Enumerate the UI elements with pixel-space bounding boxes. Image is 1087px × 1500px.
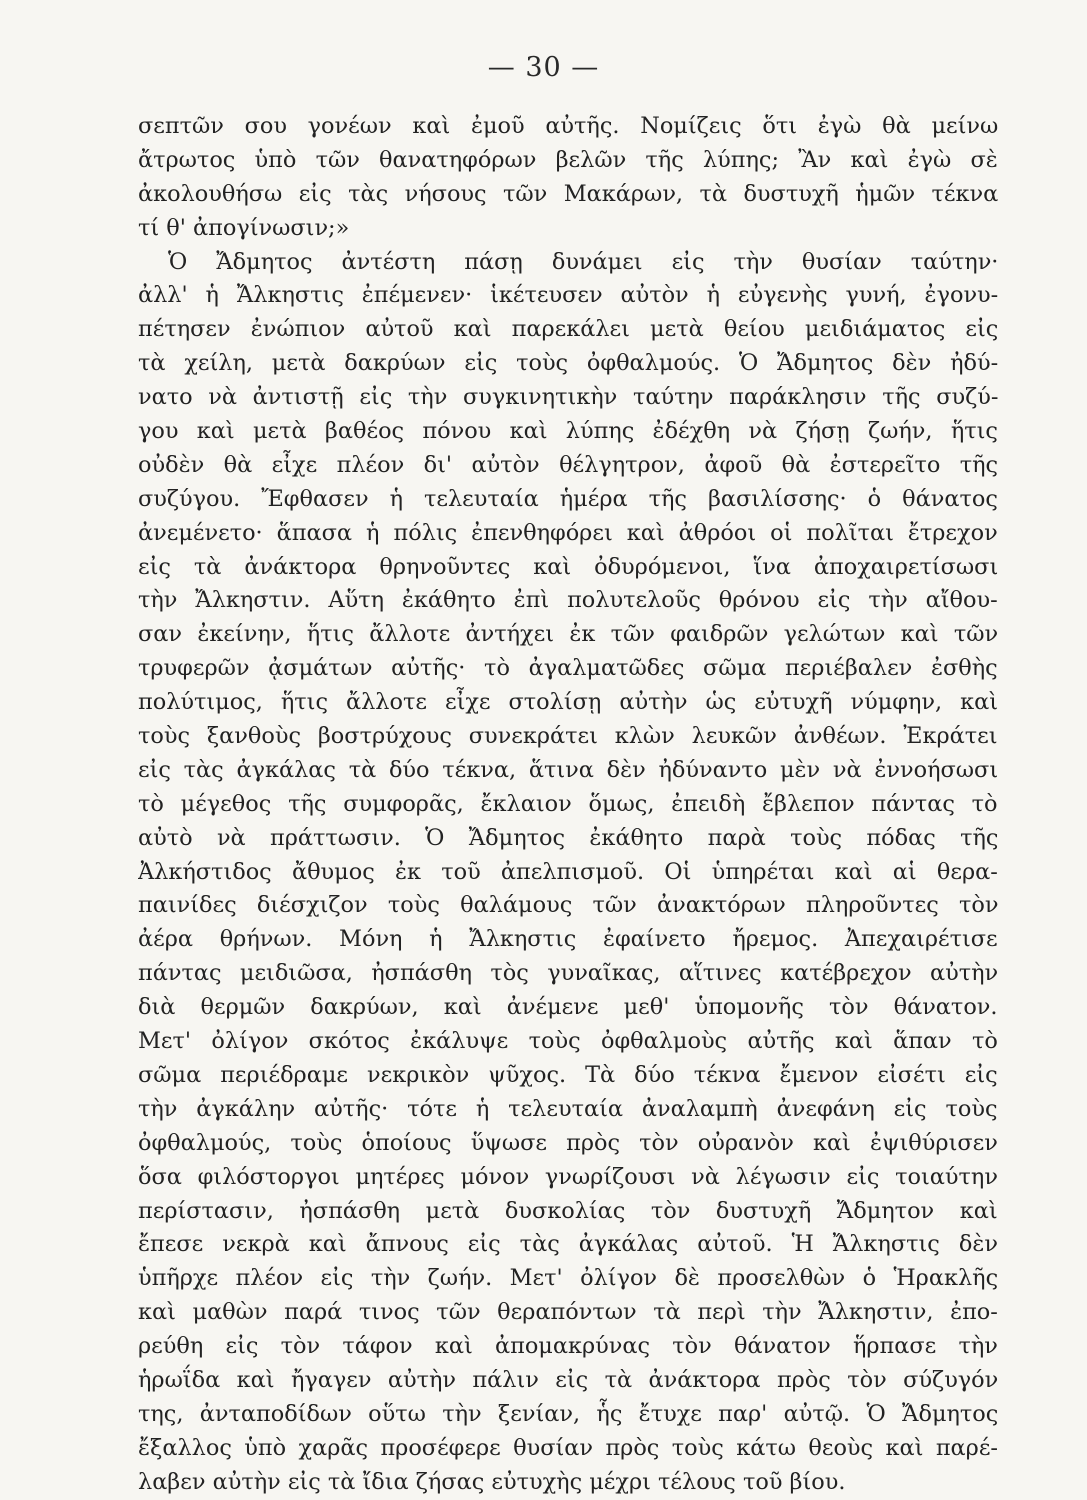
text-line: ὅσα φιλόστοργοι μητέρες μόνον γνωρίζουσι νὰ λέγωσιν εἰς τοιαύτην [138,1163,998,1190]
text-line: εἰς τὰς ἀγκάλας τὰ δύο τέκνα, ἅτινα δὲν ἠδύναντο μὲν νὰ ἐννοήσωσι [138,756,998,783]
text-line: νατο νὰ ἀντιστῇ εἰς τὴν συγκινητικὴν ταύτην παράκλησιν τῆς συζύ- [138,384,998,411]
text-line: καὶ μαθὼν παρά τινος τῶν θεραπόντων τὰ περὶ τὴν Ἄλκηστιν, ἐπο- [138,1299,998,1326]
text-line: ἀλλ' ἡ Ἄλκηστις ἐπέμενεν· ἱκέτευσεν αὐτὸν ἡ εὐγενὴς γυνή, ἐγονυ- [138,282,998,309]
text-line: της, ἀνταποδίδων οὕτω τὴν ξενίαν, ἧς ἔτυχε παρ' αὐτῷ. Ὁ Ἄδμητος [138,1400,998,1427]
text-line: ὑπῆρχε πλέον εἰς τὴν ζωήν. Μετ' ὀλίγον δὲ προσελθὼν ὁ Ἡρακλῆς [138,1265,998,1292]
text-line: οὐδὲν θὰ εἶχε πλέον δι' αὐτὸν θέλγητρον, ἀφοῦ θὰ ἐστερεῖτο τῆς [138,451,998,478]
text-line: σεπτῶν σου γονέων καὶ ἐμοῦ αὐτῆς. Νομίζεις ὅτι ἐγὼ θὰ μείνω [138,113,998,139]
text-line: συζύγου. Ἔφθασεν ἡ τελευταία ἡμέρα τῆς βασιλίσσης· ὁ θάνατος [138,485,998,512]
text-line: τὴν ἀγκάλην αὐτῆς· τότε ἡ τελευταία ἀναλαμπὴ ἀνεφάνη εἰς τοὺς [138,1095,998,1122]
text-line: εἰς τὰ ἀνάκτορα θρηνοῦντες καὶ ὀδυρόμενοι, ἵνα ἀποχαιρετίσωσι [138,553,998,580]
text-line: ἀνεμένετο· ἅπασα ἡ πόλις ἐπενθηφόρει καὶ ἀθρόοι οἱ πολῖται ἔτρεχον [138,519,998,546]
text-line: παινίδες διέσχιζον τοὺς θαλάμους τῶν ἀνακτόρων πληροῦντες τὸν [138,892,998,919]
text-line: ἀκολουθήσω εἰς τὰς νήσους τῶν Μακάρων, τὰ δυστυχῆ ἡμῶν τέκνα [138,180,998,207]
text-line: σαν ἐκείνην, ἥτις ἄλλοτε ἀντήχει ἐκ τῶν φαιδρῶν γελώτων καὶ τῶν [138,621,998,648]
text-line: ὀφθαλμούς, τοὺς ὁποίους ὕψωσε πρὸς τὸν οὐρανὸν καὶ ἐψιθύρισεν [138,1129,998,1156]
text-line: λαβεν αὐτὴν εἰς τὰ ἴδια ζήσας εὐτυχὴς μέχρι τέλους τοῦ βίου. [138,1468,846,1495]
text-line: τί θ' ἀπογίνωσιν;» [138,214,350,241]
text-line: ρεύθη εἰς τὸν τάφον καὶ ἀπομακρύνας τὸν θάνατον ἥρπασε τὴν [138,1333,998,1360]
text-line: γου καὶ μετὰ βαθέος πόνου καὶ λύπης ἐδέχθη νὰ ζήσῃ ζωήν, ἥτις [138,418,998,445]
text-line: τοὺς ξανθοὺς βοστρύχους συνεκράτει κλὼν λευκῶν ἀνθέων. Ἐκράτει [138,723,998,750]
text-line: τρυφερῶν ᾀσμάτων αὐτῆς· τὸ ἀγαλματῶδες σῶμα περιέβαλεν ἐσθὴς [138,655,998,682]
text-line: ἄτρωτος ὑπὸ τῶν θανατηφόρων βελῶν τῆς λύπης; Ἂν καὶ ἐγὼ σὲ [138,146,998,173]
text-line: αὐτὸ νὰ πράττωσιν. Ὁ Ἄδμητος ἐκάθητο παρὰ τοὺς πόδας τῆς [138,824,998,851]
text-line: Ὁ Ἄδμητος ἀντέστη πάσῃ δυνάμει εἰς τὴν θυσίαν ταύτην· [168,248,998,275]
text-line: ἀέρα θρήνων. Μόνη ἡ Ἄλκηστις ἐφαίνετο ἤρεμος. Ἀπεχαιρέτισε [138,926,998,953]
text-line: τὸ μέγεθος τῆς συμφορᾶς, ἔκλαιον ὅμως, ἐπειδὴ ἔβλεπον πάντας τὸ [138,790,998,817]
text-line: τὴν Ἄλκηστιν. Αὕτη ἐκάθητο ἐπὶ πολυτελοῦς θρόνου εἰς τὴν αἴθου- [138,587,998,614]
text-line: περίστασιν, ἠσπάσθη μετὰ δυσκολίας τὸν δυστυχῆ Ἄδμητον καὶ [138,1197,998,1224]
page-number: — 30 — [487,52,600,83]
text-line: Ἀλκήστιδος ἄθυμος ἐκ τοῦ ἀπελπισμοῦ. Οἱ ὑπηρέται καὶ αἱ θερα- [138,858,998,885]
body-text [138,110,998,1500]
text-line: τὰ χείλη, μετὰ δακρύων εἰς τοὺς ὀφθαλμούς. Ὁ Ἄδμητος δὲν ἠδύ- [138,350,998,377]
text-line: πέτησεν ἐνώπιον αὐτοῦ καὶ παρεκάλει μετὰ θείου μειδιάματος εἰς [138,316,998,343]
text-line: ἔπεσε νεκρὰ καὶ ἄπνους εἰς τὰς ἀγκάλας αὐτοῦ. Ἡ Ἄλκηστις δὲν [138,1231,998,1258]
text-line: διὰ θερμῶν δακρύων, καὶ ἀνέμενε μεθ' ὑπομονῆς τὸν θάνατον. [138,994,998,1021]
text-line: ἡρωΐδα καὶ ἤγαγεν αὐτὴν πάλιν εἰς τὰ ἀνάκτορα πρὸς τὸν σύζυγόν [138,1366,998,1393]
text-line: ἔξαλλος ὑπὸ χαρᾶς προσέφερε θυσίαν πρὸς τοὺς κάτω θεοὺς καὶ παρέ- [138,1434,998,1461]
text-line: πολύτιμος, ἥτις ἄλλοτε εἶχε στολίσῃ αὐτὴν ὡς εὐτυχῆ νύμφην, καὶ [138,689,998,716]
text-line: σῶμα περιέδραμε νεκρικὸν ψῦχος. Τὰ δύο τέκνα ἔμενον εἰσέτι εἰς [138,1061,998,1088]
text-line: πάντας μειδιῶσα, ἠσπάσθη τὸς γυναῖκας, αἵτινες κατέβρεχον αὐτὴν [138,960,998,987]
text-line: Μετ' ὀλίγον σκότος ἐκάλυψε τοὺς ὀφθαλμοὺς αὐτῆς καὶ ἅπαν τὸ [138,1028,998,1055]
